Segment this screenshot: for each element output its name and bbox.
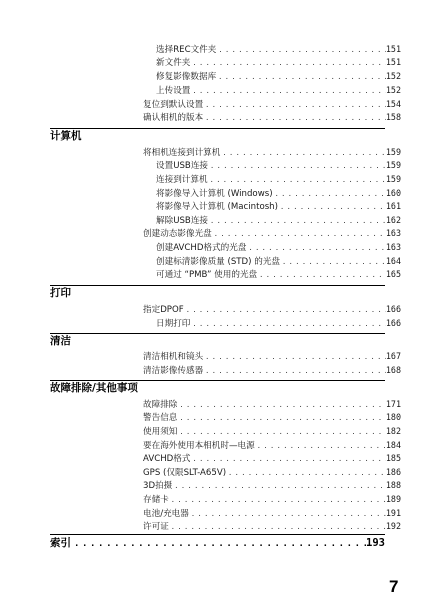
toc-entry-page: 158 [385, 112, 401, 122]
toc-entry-page: 191 [385, 508, 401, 518]
section-title: 故障排除/其他事项 [50, 382, 138, 394]
toc-entry-pmb-disc[interactable] [156, 268, 401, 281]
toc-entry-page: 163 [385, 228, 401, 238]
toc-entry-page: 165 [385, 269, 401, 279]
toc-entry-new-folder[interactable] [156, 56, 401, 69]
section-heading-computer [50, 128, 385, 142]
toc-entry-text: 选择REC文件夹 [156, 45, 217, 55]
toc-entry-text: 复位到默认设置 [143, 100, 204, 110]
dot-leader [190, 453, 385, 466]
toc-entry-upload-settings[interactable] [156, 84, 401, 97]
index-label: 索引 [50, 537, 71, 549]
toc-entry-text: 新文件夹 [156, 58, 191, 68]
toc-entry-text: 存储卡 [143, 495, 169, 505]
dot-leader [177, 412, 385, 425]
toc-entry-disconnect-usb[interactable] [156, 214, 401, 227]
toc-entry-text: 连接到计算机 [156, 175, 208, 185]
dot-leader [246, 242, 385, 255]
toc-entry-text: 指定DPOF [143, 305, 184, 315]
toc-entry-import-macintosh[interactable] [156, 200, 401, 213]
toc-entry-text: 3D拍摄 [143, 481, 173, 491]
toc-entry-text: 清洁相机和镜头 [143, 352, 204, 362]
section-heading-cleaning [50, 333, 385, 347]
toc-entry-page: 151 [385, 57, 401, 67]
toc-entry-page: 189 [385, 494, 401, 504]
toc-entry-text: 电池/充电器 [143, 509, 189, 519]
toc-entry-usb-setting[interactable] [156, 159, 401, 172]
toc-entry-text: AVCHD格式 [143, 454, 191, 464]
dot-leader [212, 228, 386, 241]
toc-entry-text: 修复影像数据库 [156, 72, 217, 82]
toc-entry-page: 151 [385, 44, 401, 54]
toc-entry-gps[interactable] [143, 466, 401, 479]
toc-entry-page: 166 [385, 318, 401, 328]
toc-entry-text: 创建标清影像质量 (STD) 的光盘 [156, 257, 281, 267]
toc-entry-page: 188 [385, 480, 401, 490]
toc-entry-page: 167 [385, 351, 401, 361]
toc-entry-page: 161 [385, 201, 401, 211]
toc-entry-text: 创建动态影像光盘 [143, 229, 212, 239]
toc-entry-create-std-disc[interactable] [156, 255, 401, 268]
dot-leader [177, 426, 385, 439]
toc-entry-page: 182 [385, 426, 401, 436]
dot-leader [190, 85, 385, 98]
dot-leader [203, 351, 386, 364]
toc-entry-create-avchd-disc[interactable] [156, 241, 401, 254]
toc-entry-3d-shooting[interactable] [143, 479, 401, 492]
dot-leader [71, 539, 366, 549]
toc-entry-connect-to-computer[interactable] [156, 173, 401, 186]
dot-leader [257, 269, 386, 282]
toc-entry-license[interactable] [143, 520, 401, 533]
toc-entry-battery-charger[interactable] [143, 507, 401, 520]
dot-leader [169, 494, 386, 507]
toc-entry-page: 154 [385, 99, 401, 109]
toc-entry-text: 解除USB连接 [156, 216, 209, 226]
toc-index-entry[interactable] [50, 534, 385, 550]
toc-entry-page: 164 [385, 256, 401, 266]
toc-entry-repair-database[interactable] [156, 70, 401, 83]
toc-entry-text: 故障排除 [143, 400, 178, 410]
dot-leader [184, 304, 386, 317]
toc-entry-check-version[interactable] [143, 111, 401, 124]
toc-entry-text: 警告信息 [143, 413, 178, 423]
dot-leader [216, 71, 386, 84]
toc-entry-warning-messages[interactable] [143, 411, 401, 424]
section-heading-print [50, 285, 385, 299]
dot-leader [190, 318, 385, 331]
toc-entry-text: 将影像导入计算机 (Windows) [156, 189, 273, 199]
toc-entry-text: 确认相机的版本 [143, 113, 204, 123]
toc-entry-overseas-power[interactable] [143, 439, 401, 452]
toc-entry-page: 160 [385, 188, 401, 198]
toc-entry-date-print[interactable] [156, 317, 401, 330]
index-page: 193 [366, 537, 385, 549]
toc-entry-text: GPS (仅限SLT-A65V) [143, 468, 227, 478]
toc-entry-text: 要在海外使用本相机时—电源 [143, 441, 255, 451]
toc-entry-select-rec-folder[interactable] [156, 43, 401, 56]
toc-entry-text: 清洁影像传感器 [143, 366, 204, 376]
toc-entry-page: 162 [385, 215, 401, 225]
toc-entry-clean-sensor[interactable] [143, 364, 401, 377]
dot-leader [172, 480, 386, 493]
dot-leader [208, 160, 386, 173]
page-number: 7 [389, 577, 399, 596]
toc-entry-page: 152 [385, 71, 401, 81]
toc-entry-text: 使用须知 [143, 427, 178, 437]
toc-entry-text: 许可证 [143, 522, 169, 532]
dot-leader [208, 174, 386, 187]
toc-entry-text: 将相机连接到计算机 [143, 148, 221, 158]
toc-entry-page: 184 [385, 440, 401, 450]
toc-entry-connect-computer[interactable] [143, 146, 401, 159]
toc-entry-clean-camera-lens[interactable] [143, 350, 401, 363]
toc-entry-avchd-format[interactable] [143, 452, 401, 465]
toc-entry-page: 180 [385, 412, 401, 422]
toc-entry-page: 159 [385, 147, 401, 157]
toc-entry-precautions[interactable] [143, 425, 401, 438]
toc-entry-reset-default[interactable] [143, 98, 401, 111]
toc-entry-page: 186 [385, 467, 401, 477]
toc-entry-page: 159 [385, 174, 401, 184]
toc-entry-text: 日期打印 [156, 319, 191, 329]
toc-entry-page: 185 [385, 453, 401, 463]
toc-entry-page: 168 [385, 365, 401, 375]
toc-entry-text: 设置USB连接 [156, 161, 209, 171]
toc-entry-text: 创建AVCHD格式的光盘 [156, 243, 247, 253]
toc-entry-page: 166 [385, 304, 401, 314]
toc-entry-text: 上传设置 [156, 86, 191, 96]
toc-entry-specify-dpof[interactable] [143, 303, 401, 316]
dot-leader [278, 201, 386, 214]
dot-leader [169, 521, 386, 534]
dot-leader [190, 57, 385, 70]
dot-leader [203, 112, 386, 125]
toc-entry-create-movie-disc[interactable] [143, 227, 401, 240]
toc-entry-page: 163 [385, 242, 401, 252]
toc-entry-text: 可通过 “PMB” 使用的光盘 [156, 270, 258, 280]
toc-entry-page: 152 [385, 85, 401, 95]
toc-entry-troubleshooting[interactable] [143, 398, 401, 411]
toc-entry-page: 159 [385, 160, 401, 170]
toc-entry-memory-card[interactable] [143, 493, 401, 506]
section-title: 计算机 [50, 130, 82, 142]
section-title: 清洁 [50, 335, 71, 347]
toc-entry-import-windows[interactable] [156, 187, 401, 200]
section-title: 打印 [50, 287, 71, 299]
toc-entry-page: 171 [385, 399, 401, 409]
dot-leader [203, 365, 386, 378]
section-heading-troubleshooting [50, 380, 385, 394]
toc-entry-text: 将影像导入计算机 (Macintosh) [156, 202, 278, 212]
toc-entry-page: 192 [385, 521, 401, 531]
